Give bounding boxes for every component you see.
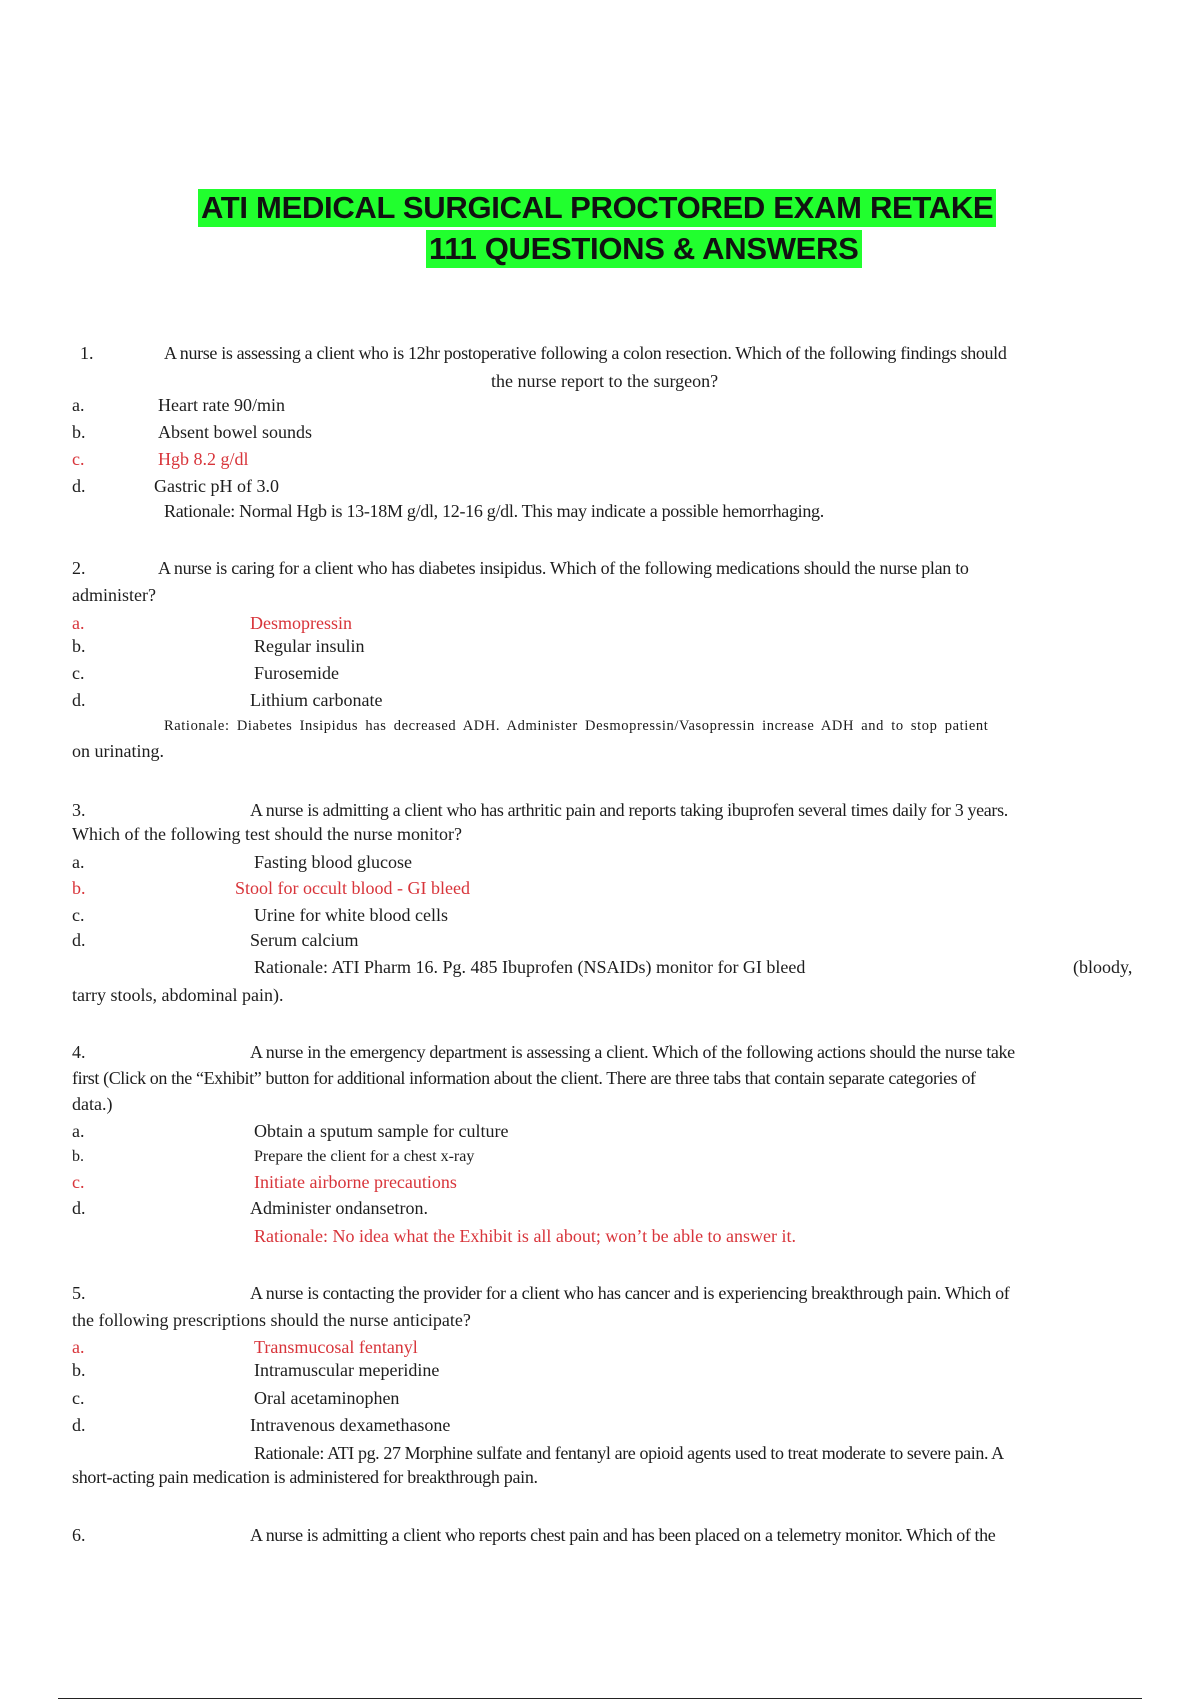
q5-option-d-letter: d. <box>72 1415 86 1435</box>
q2-option-b-text: Regular insulin <box>254 636 365 656</box>
q5-rationale-line-2: short-acting pain medication is administered for breakthrough pain. <box>72 1467 538 1487</box>
q3-option-d-text: Serum calcium <box>250 930 359 950</box>
q3-option-d-letter: d. <box>72 930 86 950</box>
q3-option-a-letter: a. <box>72 852 85 872</box>
q5-stem-line-1: A nurse is contacting the provider for a client who has cancer and is experiencing breakthrough pain. Which of <box>250 1283 1010 1303</box>
q5-option-c-text: Oral acetaminophen <box>254 1388 400 1408</box>
q5-option-b-text: Intramuscular meperidine <box>254 1360 440 1380</box>
q6-number: 6. <box>72 1525 86 1545</box>
q4-rationale: Rationale: No idea what the Exhibit is all about; won’t be able to answer it. <box>254 1226 797 1246</box>
q1-option-b-letter: b. <box>72 422 86 442</box>
q4-option-d-letter: d. <box>72 1198 86 1218</box>
q5-option-c-letter: c. <box>72 1388 85 1408</box>
q3-rationale-line-1: Rationale: ATI Pharm 16. Pg. 485 Ibuprofen (NSAIDs) monitor for GI bleed <box>254 957 806 977</box>
q4-option-c-text-answer: Initiate airborne precautions <box>254 1172 457 1192</box>
q3-option-c-letter: c. <box>72 905 85 925</box>
title-line-1: ATI MEDICAL SURGICAL PROCTORED EXAM RETAKE <box>198 189 996 227</box>
q4-stem-line-1: A nurse in the emergency department is assessing a client. Which of the following actions should the nurse take <box>250 1042 1015 1062</box>
q2-option-d-letter: d. <box>72 690 86 710</box>
q4-option-b-letter: b. <box>72 1148 84 1165</box>
q4-stem-line-3: data.) <box>72 1094 113 1114</box>
q1-option-a-text: Heart rate 90/min <box>158 395 285 415</box>
q3-rationale-line-2: tarry stools, abdominal pain). <box>72 985 284 1005</box>
q3-stem-line-1: A nurse is admitting a client who has arthritic pain and reports taking ibuprofen several times daily for 3 years. <box>250 800 1008 820</box>
q1-stem-line-2: the nurse report to the surgeon? <box>491 371 719 391</box>
q1-option-d-letter: d. <box>72 476 86 496</box>
page-bottom-rule <box>58 1698 1142 1699</box>
q5-stem-line-2: the following prescriptions should the nurse anticipate? <box>72 1310 471 1330</box>
q3-stem-line-2: Which of the following test should the nurse monitor? <box>72 824 462 844</box>
q1-option-c-text-answer: Hgb 8.2 g/dl <box>158 449 249 469</box>
q3-rationale-line-1-end: (bloody, <box>1073 957 1133 977</box>
q2-option-d-text: Lithium carbonate <box>250 690 383 710</box>
q6-stem-line-1: A nurse is admitting a client who reports chest pain and has been placed on a telemetry monitor. Which of the <box>250 1525 996 1545</box>
q2-rationale-line-2: on urinating. <box>72 741 164 761</box>
q2-option-c-letter: c. <box>72 663 85 683</box>
q1-rationale: Rationale: Normal Hgb is 13-18M g/dl, 12-16 g/dl. This may indicate a possible hemorrhaging. <box>164 501 824 521</box>
q5-option-b-letter: b. <box>72 1360 86 1380</box>
q1-option-d-text: Gastric pH of 3.0 <box>154 476 279 496</box>
q1-option-b-text: Absent bowel sounds <box>158 422 312 442</box>
q3-option-b-letter: b. <box>72 878 86 898</box>
q5-number: 5. <box>72 1283 86 1303</box>
q4-option-c-letter: c. <box>72 1172 85 1192</box>
q4-option-b-text: Prepare the client for a chest x-ray <box>254 1148 475 1165</box>
q1-option-c-letter: c. <box>72 449 85 469</box>
title-line-2: 111 QUESTIONS & ANSWERS <box>426 230 862 268</box>
q4-number: 4. <box>72 1042 86 1062</box>
q5-option-d-text: Intravenous dexamethasone <box>250 1415 451 1435</box>
q2-stem-line-2: administer? <box>72 585 156 605</box>
q1-number: 1. <box>80 343 94 363</box>
q3-option-b-text-answer: Stool for occult blood - GI bleed <box>235 878 470 898</box>
q2-option-c-text: Furosemide <box>254 663 339 683</box>
q2-rationale-line-1: Rationale: Diabetes Insipidus has decreased ADH. Administer Desmopressin/Vasopressin increase ADH and to stop patient <box>164 718 989 734</box>
q5-option-a-text-answer: Transmucosal fentanyl <box>254 1337 418 1357</box>
q2-number: 2. <box>72 558 86 578</box>
q1-option-a-letter: a. <box>72 395 85 415</box>
q4-stem-line-2: first (Click on the “Exhibit” button for additional information about the client. There are three tabs that contain separate categories of <box>72 1068 976 1088</box>
q5-option-a-letter: a. <box>72 1337 85 1357</box>
q1-stem-line-1: A nurse is assessing a client who is 12hr postoperative following a colon resection. Which of the following findings should <box>164 343 1007 363</box>
q2-option-a-text-answer: Desmopressin <box>250 613 352 633</box>
q4-option-d-text: Administer ondansetron. <box>250 1198 428 1218</box>
q3-option-c-text: Urine for white blood cells <box>254 905 448 925</box>
q2-stem-line-1: A nurse is caring for a client who has diabetes insipidus. Which of the following medications should the nurse plan to <box>158 558 969 578</box>
q3-option-a-text: Fasting blood glucose <box>254 852 412 872</box>
q4-option-a-text: Obtain a sputum sample for culture <box>254 1121 509 1141</box>
q3-number: 3. <box>72 800 86 820</box>
q5-rationale-line-1: Rationale: ATI pg. 27 Morphine sulfate and fentanyl are opioid agents used to treat moderate to severe pain. A <box>254 1443 1004 1463</box>
q2-option-a-letter: a. <box>72 613 85 633</box>
q2-option-b-letter: b. <box>72 636 86 656</box>
q4-option-a-letter: a. <box>72 1121 85 1141</box>
